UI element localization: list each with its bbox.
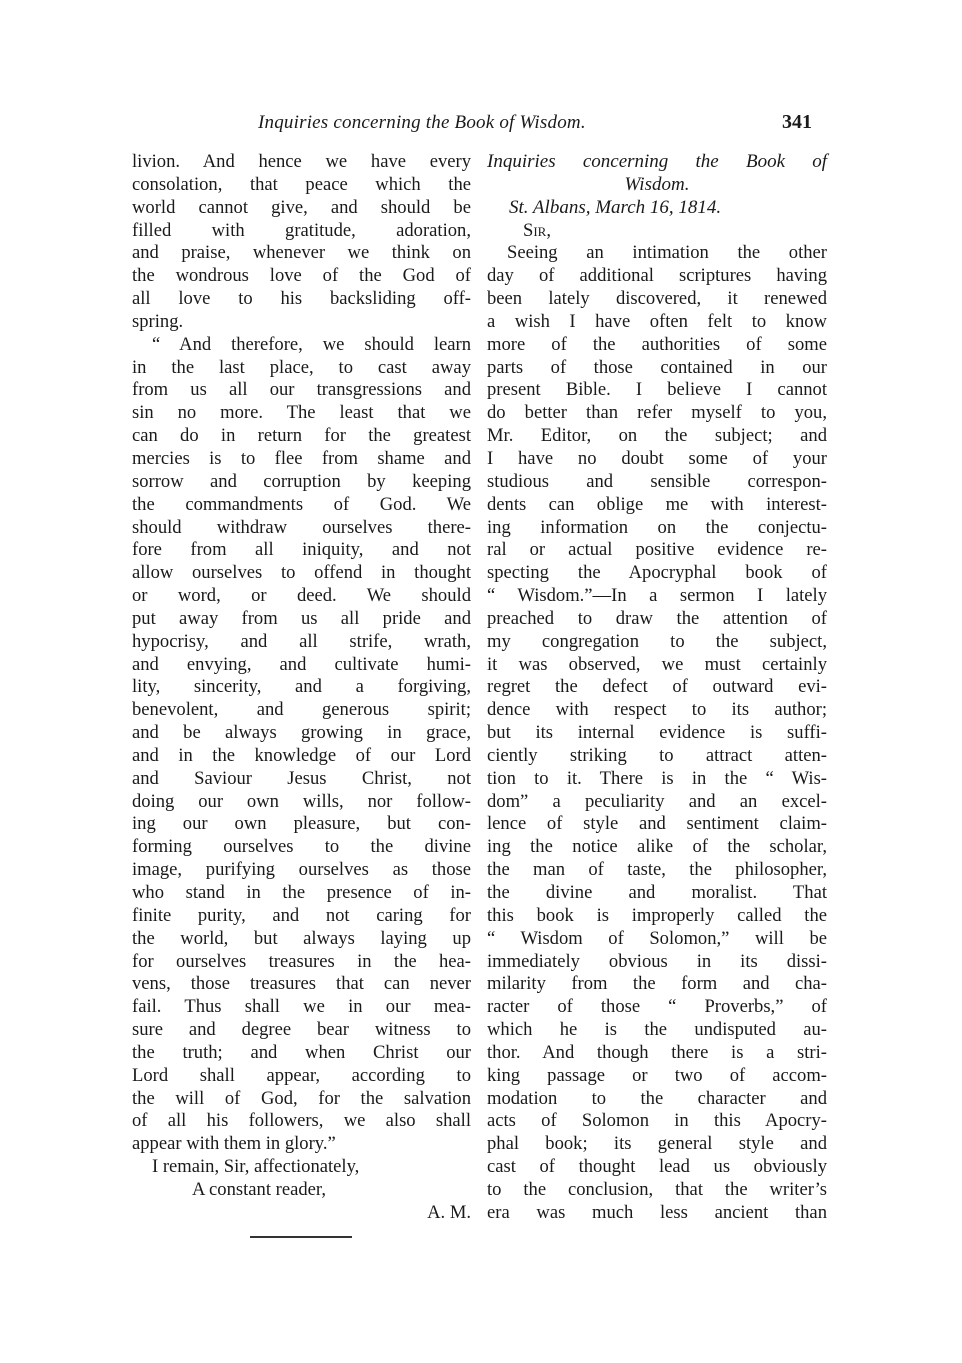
text-line: day of additional scriptures having [487, 265, 827, 287]
dateline: St. Albans, March 16, 1814. [509, 196, 722, 218]
text-line: ral or actual positive evidence re- [487, 539, 827, 561]
text-line: mercies is to flee from shame and [132, 447, 471, 469]
text-line: thor. And though there is a stri- [487, 1041, 827, 1063]
text-line: dom” a peculiarity and an excel- [487, 790, 827, 812]
text-line: sorrow and corruption by keeping [132, 470, 471, 492]
text-line: fail. Thus shall we in our mea- [132, 996, 471, 1018]
right-column [487, 151, 827, 1225]
page-number: 341 [782, 111, 812, 133]
text-line: but its internal evidence is suffi- [487, 722, 827, 744]
text-line: consolation, that peace which the [132, 173, 471, 195]
text-line: and envying, and cultivate humi- [132, 653, 471, 675]
signature-line: A constant reader, [192, 1178, 327, 1200]
text-line: in the last place, to cast away [132, 356, 471, 378]
text-line: Lord shall appear, according to [132, 1064, 471, 1086]
text-line: acts of Solomon in this Apocry- [487, 1110, 827, 1132]
text-line: studious and sensible correspon- [487, 470, 827, 492]
text-line: spring. [132, 310, 184, 332]
text-line: can do in return for the greatest [132, 425, 471, 447]
text-line: racter of those “ Proverbs,” of [487, 996, 827, 1018]
text-line: and praise, whenever we think on [132, 242, 471, 264]
text-line: the man of taste, the philosopher, [487, 859, 827, 881]
left-column [132, 151, 471, 1225]
text-line: Seeing an intimation the other [507, 242, 827, 264]
text-line: the wondrous love of the God of [132, 265, 471, 287]
text-line: and be always growing in grace, [132, 722, 471, 744]
text-line: more of the authorities of some [487, 333, 827, 355]
text-line: I have no doubt some of your [487, 447, 827, 469]
text-line: or word, or deed. We should [132, 585, 471, 607]
article-title: Inquiries concerning the Book of [487, 151, 827, 172]
text-line: king passage or two of accom- [487, 1064, 827, 1086]
text-line: lity, sincerity, and a forgiving, [132, 676, 471, 698]
text-line: phal book; its general style and [487, 1133, 827, 1155]
text-line: the divine and moralist. That [487, 882, 827, 903]
text-line: it was observed, we must certainly [487, 653, 827, 675]
text-line: regret the defect of outward evi- [487, 676, 827, 698]
text-line: of all his followers, we also shall [132, 1110, 471, 1132]
text-line: fore from all iniquity, and not [132, 539, 471, 561]
text-line: sin no more. The least that we [132, 402, 471, 424]
text-line: forming ourselves to the divine [132, 836, 471, 858]
text-line: do better than refer myself to you, [487, 402, 827, 424]
text-line: from us all our transgressions and [132, 379, 471, 401]
text-line: immediately obvious in its dissi- [487, 950, 827, 972]
text-line: all love to his backsliding off- [132, 288, 471, 310]
text-line: my congregation to the subject, [487, 630, 827, 652]
text-line: ciently striking to attract atten- [487, 744, 827, 766]
text-line: ing the notice alike of the scholar, [487, 836, 827, 858]
text-line: and Saviour Jesus Christ, not [132, 767, 471, 789]
text-line: for ourselves treasures in the hea- [132, 950, 471, 972]
text-line: modation to the character and [487, 1087, 827, 1109]
text-line: parts of those contained in our [487, 356, 827, 378]
text-line: the truth; and when Christ our [132, 1041, 471, 1063]
text-line: who stand in the presence of in- [132, 882, 471, 903]
text-line: allow ourselves to offend in thought [132, 562, 471, 584]
text-line: ing information on the conjectu- [487, 516, 827, 538]
text-line: livion. And hence we have every [132, 151, 471, 172]
text-line: Mr. Editor, on the subject; and [487, 425, 827, 447]
text-line: present Bible. I believe I cannot [487, 379, 827, 401]
text-line: this book is improperly called the [487, 904, 827, 926]
article-title-continued: Wisdom. [624, 173, 690, 195]
text-line: lence of style and sentiment claim- [487, 813, 827, 835]
running-title: Inquiries concerning the Book of Wisdom. [258, 112, 586, 133]
salutation: Sir, [523, 219, 551, 241]
text-line: appear with them in glory.” [132, 1133, 336, 1155]
text-line: “ Wisdom.”—In a sermon I lately [487, 585, 827, 607]
text-line: doing our own wills, nor follow- [132, 790, 471, 812]
text-line: milarity from the form and cha- [487, 973, 827, 995]
text-line: era was much less ancient than [487, 1201, 827, 1223]
text-line: image, purifying ourselves as those [132, 859, 471, 881]
text-line: and in the knowledge of our Lord [132, 744, 471, 766]
text-line: vens, those treasures that can never [132, 973, 471, 995]
text-line: sure and degree bear witness to [132, 1019, 471, 1041]
text-line: dents can oblige me with interest- [487, 493, 827, 515]
text-line: been lately discovered, it renewed [487, 288, 827, 310]
text-line: ing our own pleasure, but con- [132, 813, 471, 835]
text-line: the commandments of God. We [132, 493, 471, 515]
text-line: “ And therefore, we should learn [152, 333, 471, 355]
text-line: finite purity, and not caring for [132, 904, 471, 926]
text-line: specting the Apocryphal book of [487, 562, 827, 584]
section-divider [250, 1236, 352, 1238]
text-line: benevolent, and generous spirit; [132, 699, 471, 721]
text-line: dence with respect to its author; [487, 699, 827, 721]
signature-initials: A. M. [427, 1201, 471, 1223]
text-line: the world, but always laying up [132, 927, 471, 949]
text-line: to the conclusion, that the writer’s [487, 1178, 827, 1200]
text-line: preached to draw the attention of [487, 607, 827, 629]
text-line: which he is the undisputed au- [487, 1019, 827, 1041]
text-line: should withdraw ourselves there- [132, 516, 471, 538]
text-line: the will of God, for the salvation [132, 1087, 471, 1109]
text-line: “ Wisdom of Solomon,” will be [487, 927, 827, 949]
text-line: put away from us all pride and [132, 607, 471, 629]
text-line: a wish I have often felt to know [487, 310, 827, 332]
text-line: cast of thought lead us obviously [487, 1156, 827, 1178]
text-line: filled with gratitude, adoration, [132, 219, 471, 241]
text-line: world cannot give, and should be [132, 196, 471, 218]
closing-line: I remain, Sir, affectionately, [152, 1156, 360, 1178]
text-line: hypocrisy, and all strife, wrath, [132, 630, 471, 652]
text-line: tion to it. There is in the “ Wis- [487, 767, 827, 789]
